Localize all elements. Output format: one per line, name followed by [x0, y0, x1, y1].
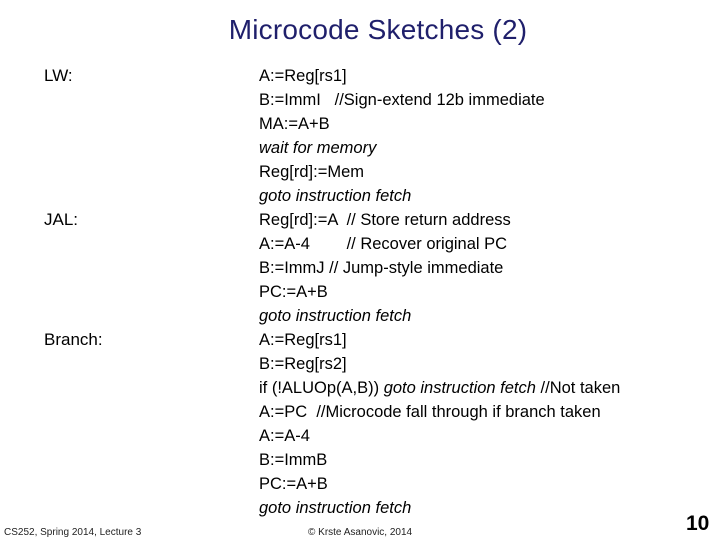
- page-number: 10: [686, 512, 710, 535]
- label-branch: Branch:: [44, 330, 103, 349]
- code-line: [259, 88, 620, 112]
- code-line: [259, 184, 620, 208]
- code-line: [259, 448, 620, 472]
- slide-title: Microcode Sketches (2): [228, 14, 528, 45]
- code-line: [259, 112, 620, 136]
- code-line: [259, 304, 620, 328]
- code-italic-text: goto instruction fetch: [259, 307, 412, 325]
- code-line: [259, 64, 620, 88]
- code-line: [259, 232, 620, 256]
- label-lw: LW:: [44, 66, 73, 85]
- code-line: [259, 352, 620, 376]
- code-line: [259, 256, 620, 280]
- code-text: A:=Reg[rs1]: [259, 67, 347, 85]
- code-text: B:=ImmI //Sign-extend 12b immediate: [259, 91, 545, 109]
- code-line: [259, 160, 620, 184]
- code-text: B:=ImmB: [259, 451, 328, 469]
- code-italic-text: goto instruction fetch: [383, 379, 536, 397]
- code-text: PC:=A+B: [259, 475, 328, 493]
- code-line: [259, 472, 620, 496]
- code-line: [259, 400, 620, 424]
- code-text: if (!ALUOp(A,B)): [259, 379, 384, 397]
- code-text: B:=ImmJ // Jump-style immediate: [259, 259, 504, 277]
- code-italic-text: wait for memory: [259, 139, 377, 157]
- microcode-listing: [259, 64, 620, 520]
- code-text: B:=Reg[rs2]: [259, 355, 347, 373]
- code-italic-text: goto instruction fetch: [259, 187, 412, 205]
- code-italic-text: goto instruction fetch: [259, 499, 412, 517]
- code-text: PC:=A+B: [259, 283, 328, 301]
- code-text: A:=PC //Microcode fall through if branch taken: [259, 403, 601, 421]
- code-line: [259, 136, 620, 160]
- code-text: A:=A-4: [259, 427, 310, 445]
- code-text: Reg[rd]:=Mem: [259, 163, 364, 181]
- code-text: MA:=A+B: [259, 115, 330, 133]
- label-jal: JAL:: [44, 210, 79, 229]
- code-text: Reg[rd]:=A // Store return address: [259, 211, 511, 229]
- footer-copyright: © Krste Asanovic, 2014: [308, 527, 413, 538]
- code-line: [259, 208, 620, 232]
- code-line: [259, 376, 620, 400]
- code-line: [259, 328, 620, 352]
- code-text: A:=Reg[rs1]: [259, 331, 347, 349]
- code-line: [259, 496, 620, 520]
- code-line: [259, 424, 620, 448]
- footer-course: CS252, Spring 2014, Lecture 3: [4, 527, 142, 538]
- code-text: //Not taken: [535, 379, 621, 397]
- code-line: [259, 280, 620, 304]
- code-text: A:=A-4 // Recover original PC: [259, 235, 508, 253]
